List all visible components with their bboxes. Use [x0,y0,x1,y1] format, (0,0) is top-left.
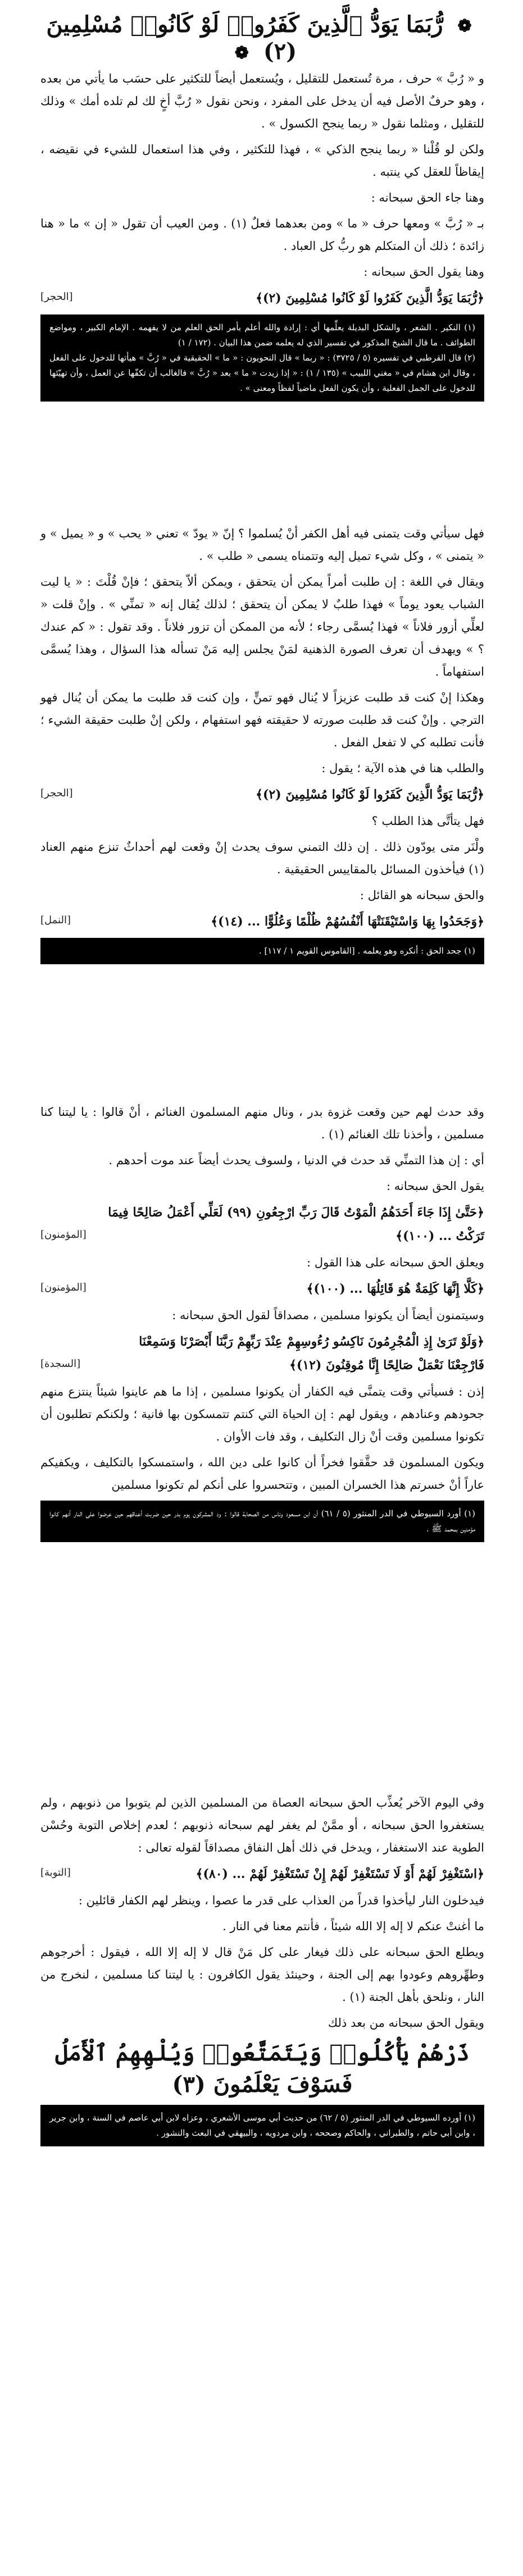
footnote: (١) النكير . الشعر ، والشكل البديلة يعلِّمها أي : إرادة والله أعلم بأمر الحق العلم من لا يفهمه . الإمام الكبير ، ومواضع الطوائف . ما قال الشيخ المذكور في تفسير الذي له يعلمه ضمن هذا البيان . (١٧٢ / ١) [49,322,475,348]
calligraphy-line: فَسَوْفَ يَعْلَمُونَ (٣) [172,2071,353,2098]
ornament-icon: ❁ [457,16,472,36]
verse-reference: [الحجر] [40,291,73,303]
footnotes-box [40,1501,484,1542]
quran-verse [40,1330,484,1377]
page-1 [40,6,484,402]
verse-text: ﴿رُّبَمَا يَوَدُّ الَّذِينَ كَفَرُوا لَوْ كَانُوا مُسْلِمِينَ (٢)﴾ [256,291,484,306]
verse-reference: [المؤمنون] [40,1229,87,1241]
paragraph: ما أغنتْ عنكم لا إله إلا الله شيئاً ، فأنتم معنا في النار . [222,1920,484,1933]
calligraphy-verse [40,2037,484,2100]
quran-verse [40,783,484,806]
footnote: (٢) قال القرطبي في تفسيره (٥ / ٣٧٢٥) : « ربما » قال النحويون : « ما » الحقيقية في « رُبَّ » هيأتها للدخول على الفعل ، وقال ابن هشام في « مغني اللبيب » (١٣٥ / ١) : « إذا زيدت « ما » بعد « رُبَّ » فالغالب أن تكفّها عن العمل ، وأن تهيّئها للدخول على الجمل الفعلية ، وأن يكون الفعل ماضياً لفظاً ومعنى » . [49,353,475,393]
paragraph: ويقول الحق سبحانه من بعد ذلك [328,2016,484,2030]
quran-verse [40,910,484,933]
quran-verse [40,1862,484,1886]
paragraph: يقول الحق سبحانه : [386,1179,484,1193]
paragraph: والطلب هنا في هذه الآية ؛ يقول : [321,762,484,775]
paragraph: ويطلع الحق سبحانه على ذلك فيغار على كل مَنْ قال لا إله إلا الله ، فيقول : أخرجوهم وطهِّروهم وعودوا بهم إلى الجنة ، وحينئذ يقول الكافرون : يا ليتنا كنا مسلمين ، لنخرج من النار ، ونلحق بأهل الجنة (١) . [40,1945,484,2004]
quran-verse [40,286,484,310]
paragraph: إذن : فسيأتي وقت يتمنَّى فيه الكفار أن يكونوا مسلمين ، إذا ما هم عاينوا شيئاً ينتزع منهم جحودهم وعنادهم ، ويقول لهم : إن الحياة التي كنتم تتمسكون بها فانية ؛ ولكنكم تطلبون أن تكونوا مسلمين وقت أنْ زال التكليف ، وقد فات الأوان . [40,1385,484,1443]
paragraph: وفي اليوم الآخر يُعذِّب الحق سبحانه العصاة من المسلمين الذين لم يتوبوا من ذنوبهم ، ولم يستغفروا الحق سبحانه ، أو ممَّنْ لم يغفر لهم سبحانه ذنوبهم ؛ لعدم إخلاص التوبة وحُسْن الطوية عند الاستغفار ، ويدخل في ذلك أهل النفاق مصداقاً لقوله تعالى : [40,1796,484,1854]
paragraph: ولْنَر متى يودّون ذلك . إن ذلك التمني سوف يحدث إنْ وقعت لهم أحداثٌ تنزع منهم العناد (١) فيأخذون المسائل بالمقاييس الحقيقية . [40,840,484,876]
paragraph: فهل يتأتَّى هذا الطلب ؟ [371,814,484,828]
paragraph: ويكون المسلمون قد حقَّقوا فخراً أن كانوا على دين الله ، واستمسكوا بالتكليف ، ويكفيكم عاراً أنْ خسرتم هذا الخسران المبين ، وتتحسروا على أنكم لم تكونوا مسلمين [40,1456,484,1492]
page-4 [40,1791,484,2146]
footnotes-box [40,314,484,402]
page-3 [40,1101,484,1542]
footnotes-box [40,938,484,964]
calligraphy-line: ذَرْهُمْ يَأْكُلُوا۟ وَيَتَمَتَّعُوا۟ وَيُلْهِهِمُ ٱلْأَمَلُ [55,2040,470,2066]
footnote: (١) جحد الحق : أنكره وهو يعلمه . [القاموس القويم ١ / ١١٧] . [258,946,475,956]
verse-reference: [السجدة] [40,1358,81,1370]
paragraph: و « رُبَّ » حرف ، مرة تُستعمل للتقليل ، ويُستعمل أيضاً للتكثير على حسَب ما يأتي من بعده ، وهو حرفٌ الأصل فيه أن يدخل على المفرد ، ونحن نقول « رُبَّ أخٍ لك لم تلده أمك » وذلك للتقليل ، ومثلما نقول « ربما ينجح الكسول » . [40,72,484,130]
verse-number-badge: (٣) [172,2071,206,2098]
surah-verse-header [40,6,484,67]
paragraph: والحق سبحانه هو القائل : [360,888,484,902]
footnote: (١) أورده السيوطي في الدر المنثور (٥ / ٦٢) من حديث أبي موسى الأشعري ، وعزاه لابن أبي عاصم في السنة ، وابن جرير ، وابن أبي حاتم ، والطبراني ، والحاكم وصححه ، وابن مردويه ، والبيهقي في البعث والنشور . [49,2113,476,2138]
paragraph: وهنا يقول الحق سبحانه : [363,265,484,279]
paragraph: بـ « رُبَّ » ومعها حرف « ما » ومن بعدهما فعلٌ (١) . ومن العيب أن تقول « إن » ما « هنا زائدة ؛ ذلك أن المتكلم هو ربُّ كل العباد . [40,217,484,253]
verse-text: ﴿وَجَحَدُوا بِهَا وَاسْتَيْقَنَتْهَا أَنْفُسُهُمْ ظُلْمًا وَعُلُوًّا ... (١٤)﴾ [211,914,484,929]
verse-reference: [التوبة] [40,1867,71,1879]
paragraph: وهنا جاء الحق سبحانه : [371,191,484,204]
verse-reference: [الحجر] [40,787,73,799]
paragraph: ولكن لو قُلْنا « ربما ينجح الذكي » ، فهذا للتكثير ، وفي هذا استعمال للشيء في نقيضه ، إيقاظاً للعقل كي ينتبه . [40,143,484,179]
verse-reference: [المؤمنون] [40,1282,87,1293]
paragraph: أي : إن هذا التمنِّي قد حدث في الدنيا ، ولسوف يحدث أيضاً عند موت أحدهم . [108,1153,484,1167]
paragraph: وهكذا إنْ كنت قد طلبت عزيزاً لا يُنال فهو تمنٍّ ، وإن كنت قد طلبت ما يمكن أن يُنال فهو الترجي . وإنْ كنت قد طلبت صورته لا حقيقته فهو استفهام ، ولكن إنْ طلبت حقيقة الشيء ؛ فأنت تطلبه كي لا تفعل الفعل . [40,691,484,749]
quran-verse [40,1277,484,1301]
paragraph: وقد حدث لهم حين وقعت غزوة بدر ، ونال منهم المسلمون الغنائم ، أنْ قالوا : يا ليتنا كنا مسلمين ، وأخذنا تلك الغنائم (١) . [40,1105,484,1141]
paragraph: وسيتمنون أيضاً أن يكونوا مسلمين ، مصداقاً لقول الحق سبحانه : [172,1308,484,1322]
footnotes-box [40,2105,484,2146]
paragraph: ويقال في اللغة : إن طلبت أمراً يمكن أن يتحقق ، ويمكن ألاّ يتحقق ؛ فإنْ قُلْتَ : « يا ليت الشباب يعود يوماً » فهذا طلبٌ لا يمكن أن يتحقق ؛ لذلك يُقال إنه « تمنِّي » . وإنْ قلت « لعلِّي أزور فلاناً » فهذا يُسمَّى رجاء ؛ لأنه من الممكن أن تزور فلاناً . وقد تقول : « كم عندك ؟ » ويهدف أن تعرف الصورة الذهنية لمَنْ يجلس إليه مَنْ تسأله هذا السؤال ، وهذا يُسمَّى استفهاماً . [40,575,484,678]
paragraph: فيدخلون النار ليأخذوا قدراً من العذاب على قدر ما عصوا ، وينظر لهم الكفار قائلين : [78,1894,484,1907]
verse-text: ﴿رُّبَمَا يَوَدُّ الَّذِينَ كَفَرُوا لَوْ كَانُوا مُسْلِمِينَ (٢)﴾ [256,787,484,802]
verse-text: ﴿اسْتَغْفِرْ لَهُمْ أَوْ لَا تَسْتَغْفِرْ لَهُمْ إِنْ تَسْتَغْفِرْ لَهُمْ ... (٨٠)﴾ [195,1867,484,1881]
paragraph: فهل سيأتي وقت يتمنى فيه أهل الكفر أنْ يُسلموا ؟ إنّ « يودّ » تعني « يحب » و « يميل » و « يتمنى » ، وكل شيء تميل إليه وتتمناه يسمى « طلب » . [40,527,484,563]
footnote: (١) أورد السيوطي في الدر المنثور (٥ / ٦١) أن ابن مسعود وناس من الصحابة قالوا : ود المشركون يوم بدر حين ضربت أعناقهم حين عرضوا على النار أنهم كانوا مؤمنين بمحمد ﷺ . [49,1508,476,1534]
verse-text: ﴿وَلَوْ تَرَىٰ إِذِ الْمُجْرِمُونَ نَاكِسُو رُءُوسِهِمْ عِنْدَ رَبِّهِمْ رَبَّنَا أَبْصَرْنَا وَسَمِعْنَا فَارْجِعْنَا نَعْمَلْ صَالِحًا إِنَّا مُوقِنُونَ (١٢)﴾ [139,1334,484,1373]
verse-text: ﴿حَتَّىٰ إِذَا جَاءَ أَحَدَهُمُ الْمَوْتُ قَالَ رَبِّ ارْجِعُونِ (٩٩) لَعَلِّي أَعْمَلُ صَالِحًا فِيمَا تَرَكْتُ ... (١٠٠)﴾ [108,1205,484,1243]
header-verse-text: رُّبَمَا يَوَدُّ ٱلَّذِينَ كَفَرُوا۟ لَوْ كَانُوا۟ مُسْلِمِينَ [46,11,443,38]
verse-number-badge: (٢) [263,38,297,65]
ornament-icon: ❁ [234,43,249,63]
paragraph: ويعلق الحق سبحانه على هذا القول : [307,1256,484,1269]
verse-reference: [النمل] [40,914,71,926]
verse-text: ﴿كَلَّا إِنَّهَا كَلِمَةٌ هُوَ قَائِلُهَا ... (١٠٠)﴾ [306,1282,484,1296]
quran-verse [40,1201,484,1248]
page-2 [40,522,484,964]
